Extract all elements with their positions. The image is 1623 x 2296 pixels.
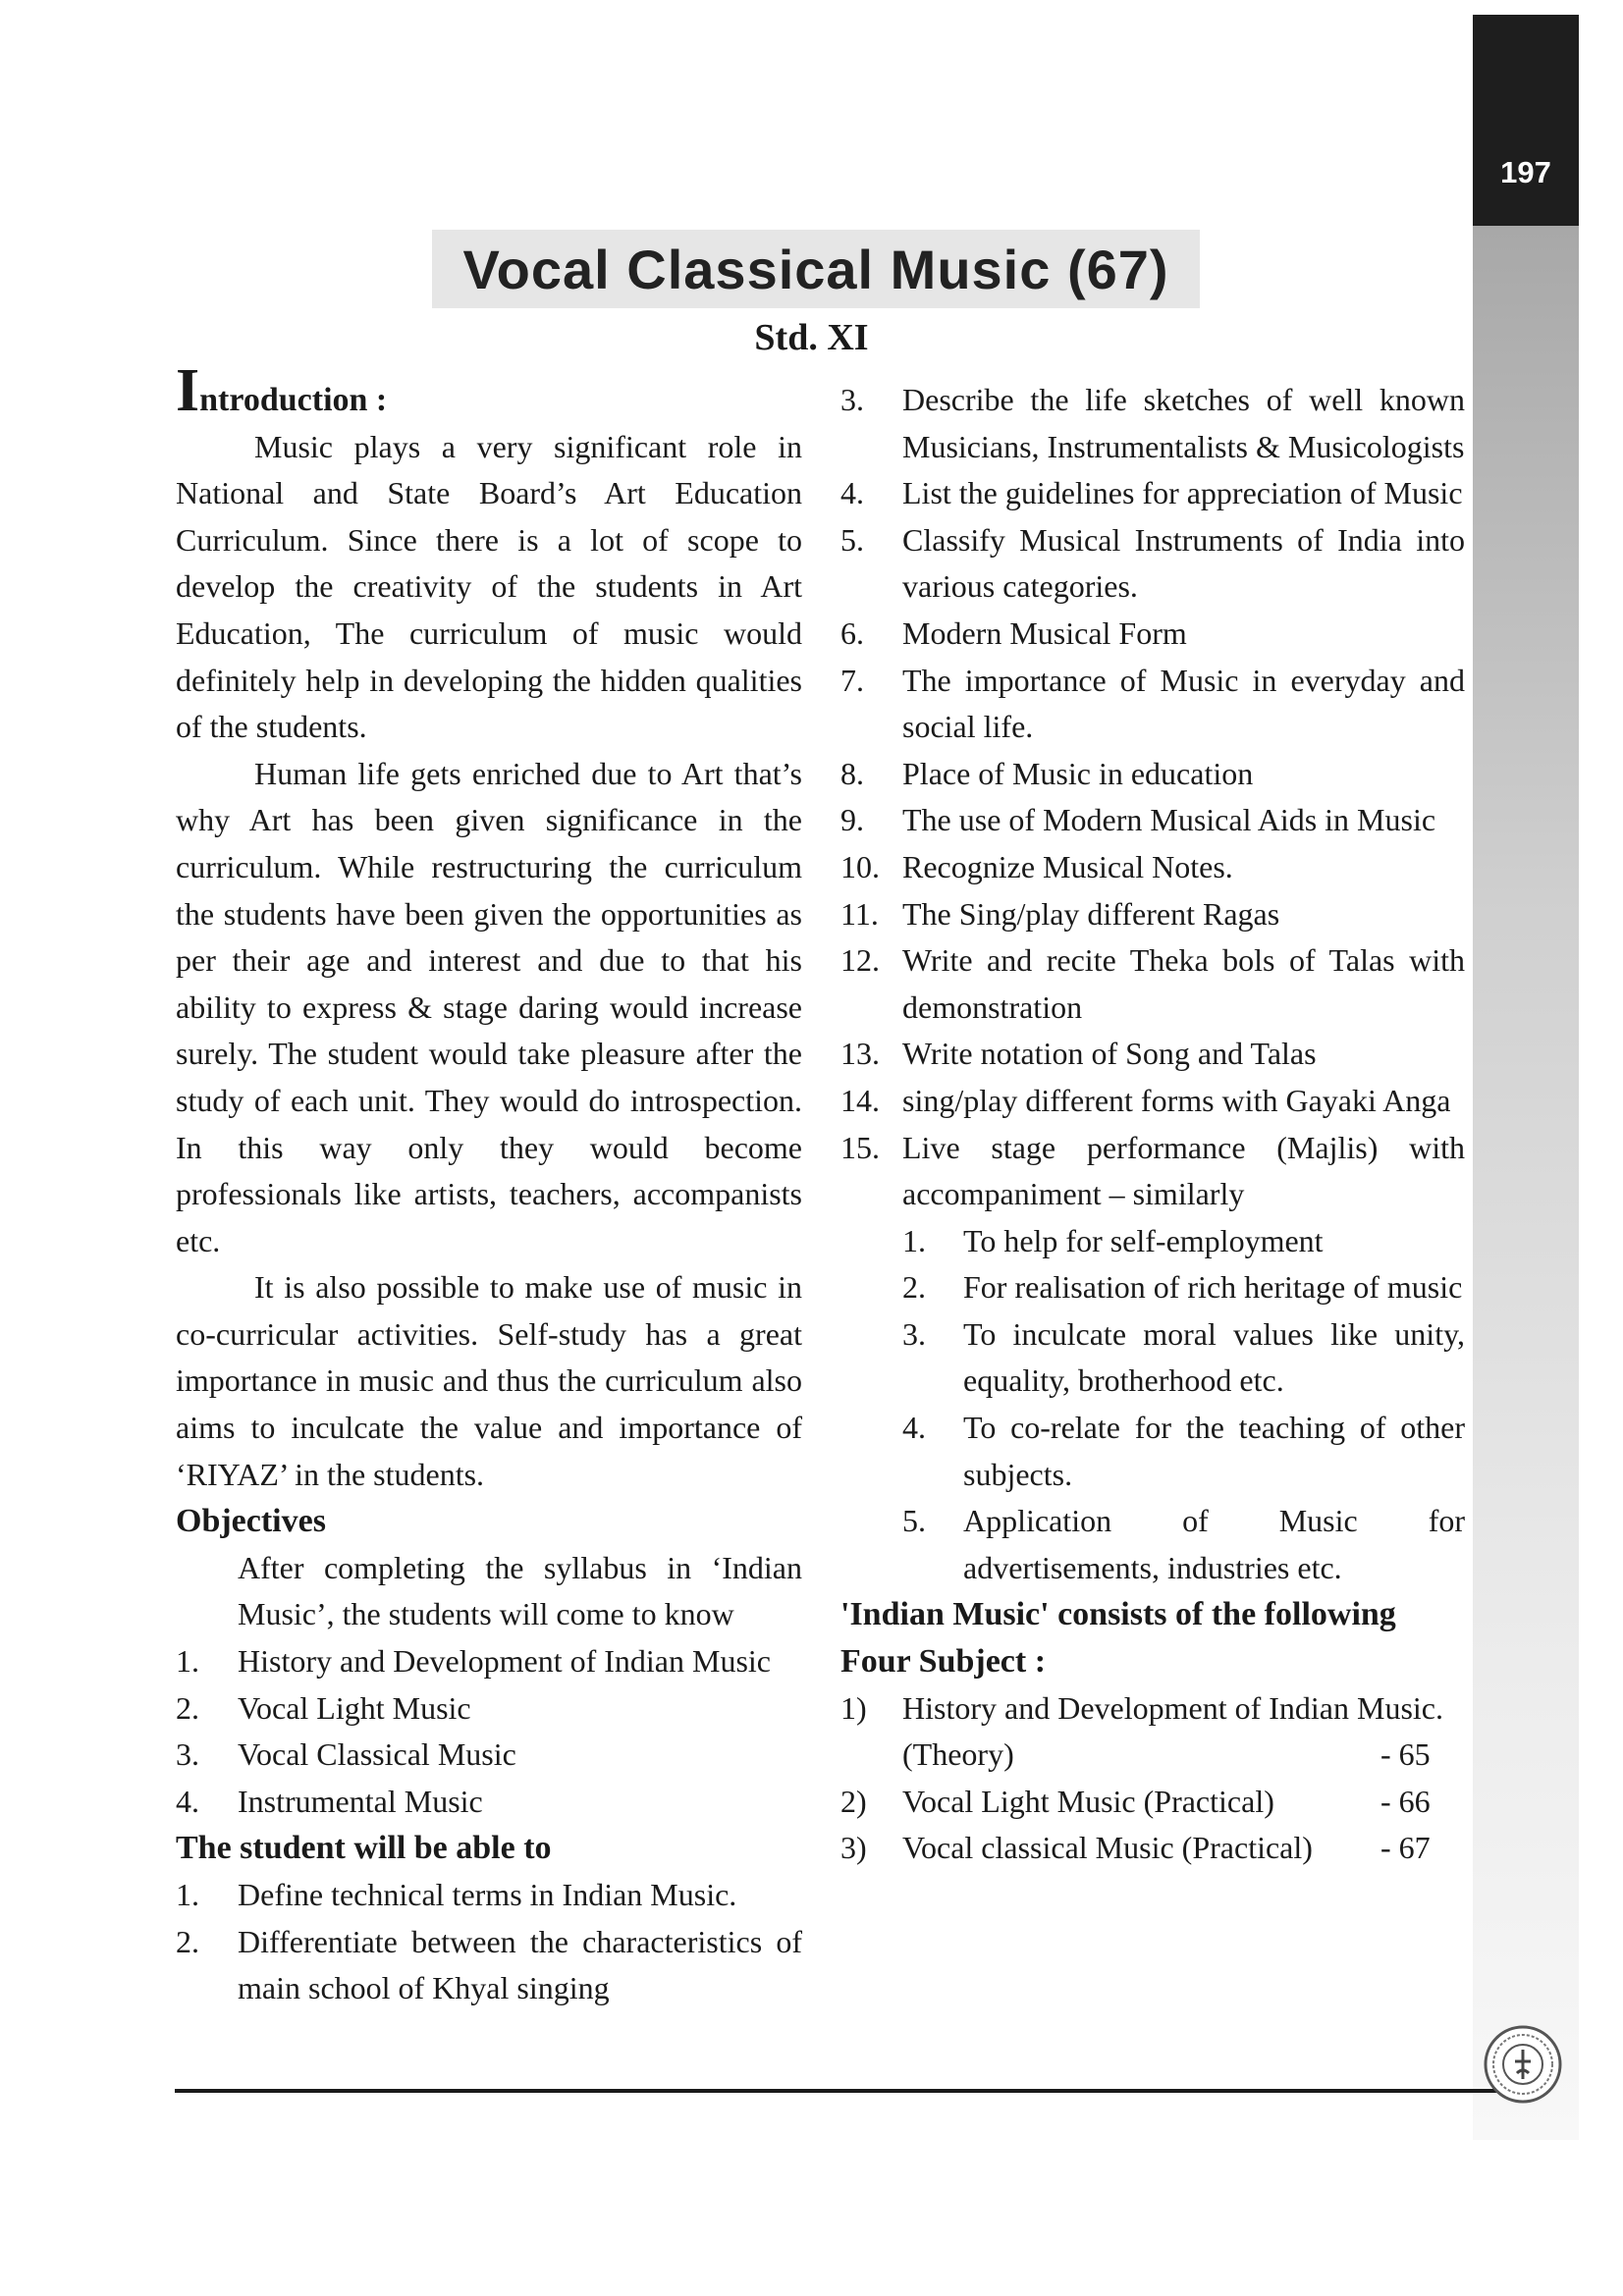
sub-item [840,1405,1465,1498]
item-text: Vocal classical Music (Practical) [902,1830,1313,1866]
item-text: For realisation of rich heritage of music [963,1269,1463,1306]
item-text: The use of Modern Musical Aids in Music [902,802,1436,838]
objective-item [176,1779,802,1826]
sub-item [840,1311,1465,1405]
able-to-heading: The student will be able to [176,1830,552,1867]
edge-tab [1473,15,1579,226]
item-number: 5. [840,521,864,558]
item-text: Vocal Classical Music [238,1736,516,1773]
item-text: Recognize Musical Notes. [902,848,1233,884]
item-text: Instrumental Music [238,1783,483,1819]
subjects-heading: 'Indian Music' consists of the following Four Subject : [840,1596,1396,1681]
page-subtitle: Std. XI [754,317,869,358]
intro-paragraph: Human life gets enriched due to Art that’s why Art has been given significance in the curriculum. While restructuring the curriculum the students have been given the opportunities as per their age and interest and due to that his ability to express & stage daring would increase surely. The student would take pleasure after the study of each unit. They would do introspection. In this way only they would become professionals like artists, teachers, accompanists etc. [176,755,802,1258]
item-number: 7. [840,662,864,698]
able-to-item [176,1919,802,2012]
intro-paragraph: Music plays a very significant role in National and State Board’s Art Education Curriculum. Since there is a lot of scope to develop the creativity of the students in Art Education, The curriculum of music would definitely help in developing the hidden qualities of the students. [176,428,802,745]
right-column [840,377,1465,1872]
item-text: History and Development of Indian Music [238,1643,771,1680]
item-number: 2. [176,1923,199,1959]
subject-code: - 65 [1380,1736,1431,1773]
able-to-item [840,1078,1465,1125]
intro-heading [176,357,802,424]
sub-item [840,1218,1465,1265]
sub-item [840,1498,1465,1591]
item-text: To help for self-employment [963,1222,1324,1258]
able-to-item [840,797,1465,844]
able-to-item [840,891,1465,938]
item-text: Describe the life sketches of well known Musicians, Instrumentalists & Musicologists [902,382,1465,464]
item-text: Write notation of Song and Talas [902,1036,1317,1072]
edge-strip [1473,226,1579,2140]
item-number: 6. [840,614,864,651]
able-to-item [840,1125,1465,1218]
able-to-item [840,517,1465,611]
page-number: 197 [1500,155,1551,189]
able-to-item [840,937,1465,1031]
subject-item [840,1685,1465,1779]
item-number: 10. [840,848,880,884]
item-text: Vocal Light Music [238,1689,471,1726]
item-text-secondary: (Theory) [902,1736,1014,1773]
item-number: 3. [840,382,864,417]
item-number: 4. [840,475,864,511]
item-number: 1. [902,1222,926,1258]
item-number: 2) [840,1783,867,1819]
objectives-lead: After completing the syllabus in ‘Indian Music’, the students will come to know [238,1549,802,1632]
subject-code: - 67 [1380,1830,1431,1866]
item-text: The importance of Music in everyday and social life. [902,662,1465,745]
item-text: Vocal Light Music (Practical) [902,1783,1274,1819]
sub-item [840,1264,1465,1311]
item-text: Live stage performance (Majlis) with accompaniment – similarly [902,1129,1465,1212]
item-text: Define technical terms in Indian Music. [238,1877,737,1912]
item-number: 1) [840,1689,867,1726]
item-number: 4. [902,1410,926,1446]
item-text: Write and recite Theka bols of Talas with demonstration [902,942,1465,1025]
intro-paragraph: It is also possible to make use of music in co-curricular activities. Self-study has a great importance in music and thus the curriculum also aims to inculcate the value and importance of ‘RIYAZ’ in the students. [176,1269,802,1492]
item-number: 1. [176,1643,199,1680]
able-to-item [840,844,1465,891]
subject-item [840,1779,1465,1826]
able-to-item [840,1031,1465,1078]
item-number: 15. [840,1129,880,1165]
item-text: Place of Music in education [902,755,1254,791]
objective-item [176,1685,802,1733]
item-number: 5. [902,1503,926,1539]
item-number: 12. [840,942,880,979]
item-number: 4. [176,1783,199,1819]
item-text: Differentiate between the characteristics of main school of Khyal singing [238,1923,802,2006]
item-text: Modern Musical Form [902,614,1187,651]
item-number: 2. [176,1689,199,1726]
intro-heading-text: ntroduction : [199,382,388,418]
item-number: 9. [840,802,864,838]
item-text: History and Development of Indian Music. [902,1689,1443,1726]
able-to-item [176,1872,802,1919]
able-to-item [840,658,1465,751]
item-text: Classify Musical Instruments of India into various categories. [902,521,1465,605]
able-to-item [840,611,1465,658]
item-number: 14. [840,1082,880,1118]
item-number: 3) [840,1830,867,1866]
page-title: Vocal Classical Music (67) [462,238,1169,300]
left-column [176,357,802,2012]
item-number: 2. [902,1269,926,1306]
item-text: The Sing/play different Ragas [902,895,1280,932]
item-number: 13. [840,1036,880,1072]
title-box [432,230,1200,308]
item-text: Application of Music for advertisements, industries etc. [963,1503,1465,1585]
item-text: To co-relate for the teaching of other subjects. [963,1410,1465,1492]
able-to-item [840,377,1465,470]
item-text: List the guidelines for appreciation of Music [902,475,1463,511]
able-to-item [840,751,1465,798]
objective-item [176,1638,802,1685]
able-to-item [840,470,1465,517]
intro-drop-cap: I [176,357,200,424]
item-number: 8. [840,755,864,791]
footer-rule [175,2089,1500,2093]
item-text: To inculcate moral values like unity, equality, brotherhood etc. [963,1315,1465,1399]
subject-code: - 66 [1380,1783,1431,1819]
item-text: sing/play different forms with Gayaki Anga [902,1082,1451,1118]
item-number: 1. [176,1877,199,1912]
item-number: 11. [840,895,879,932]
board-seal-icon [1483,2024,1563,2105]
item-number: 3. [176,1736,199,1773]
item-number: 3. [902,1315,926,1352]
objectives-heading: Objectives [176,1503,326,1540]
subject-item [840,1825,1465,1872]
objective-item [176,1732,802,1779]
